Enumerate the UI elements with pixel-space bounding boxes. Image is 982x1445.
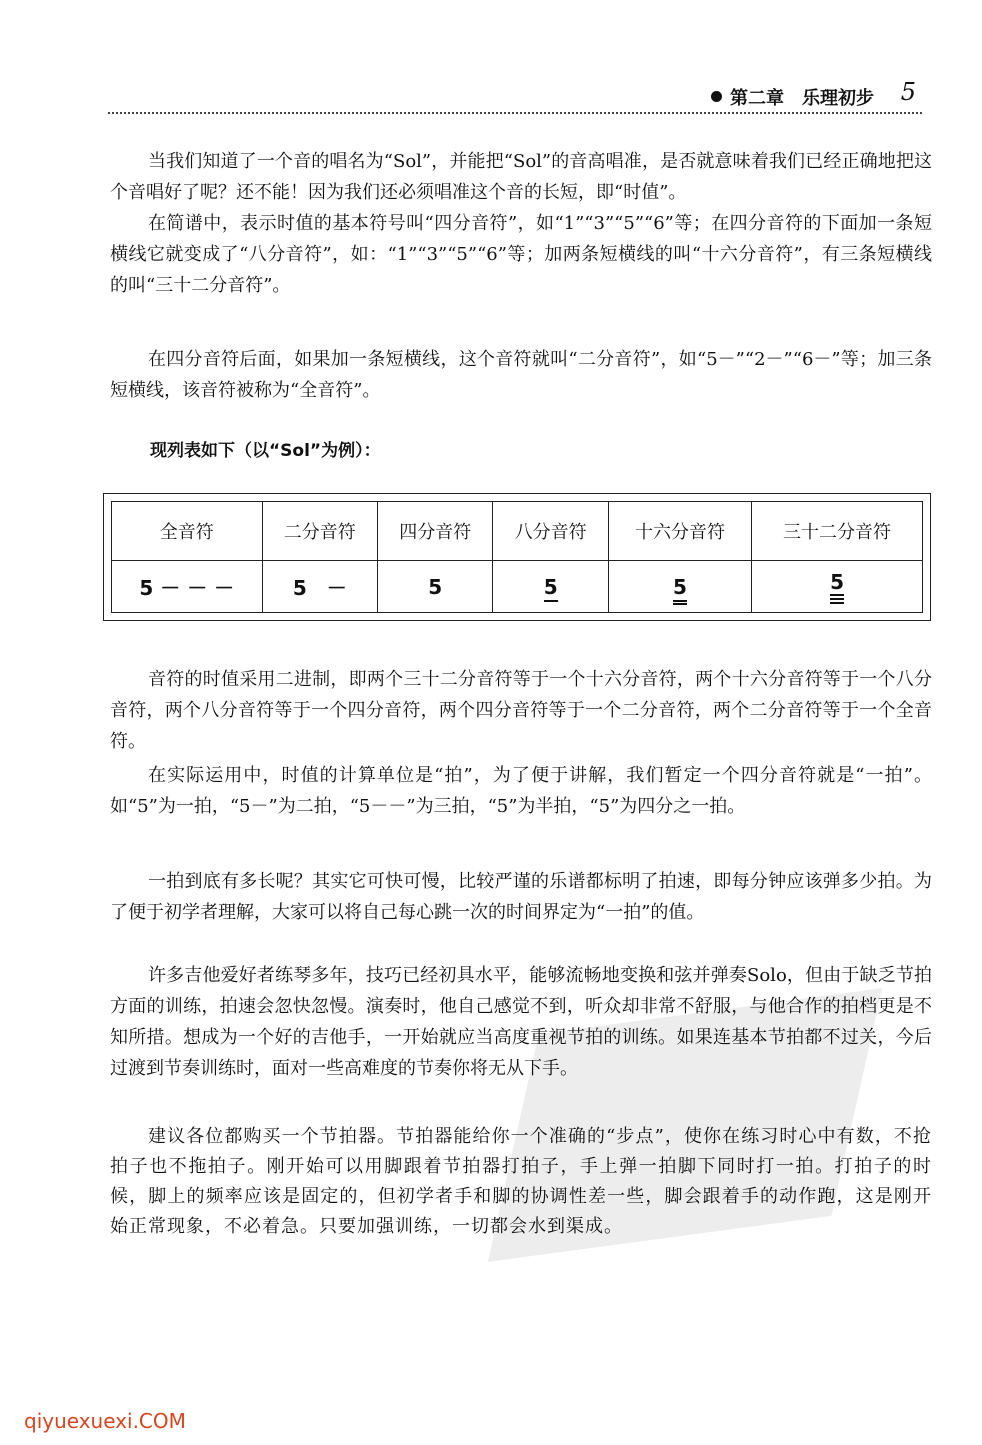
paragraph-4: 音符的时值采用二进制，即两个三十二分音符等于一个十六分音符，两个十六分音符等于一个八分音符，两个八分音符等于一个四分音符，两个四分音符等于一个二分音符，两个二分音符等于一个全音符。	[110, 669, 932, 752]
value-eighth: 5	[493, 561, 608, 613]
paragraph-8: 建议各位都购买一个节拍器。节拍器能给你一个准确的“步点”，使你在练习时心中有数，不抢拍子也不拖拍子。刚开始可以用脚跟着节拍器打拍子，手上弹一拍脚下同时打一拍。打拍子的时候，脚上的频率应该是固定的，但初学者手和脚的协调性差一些，脚会跟着手的动作跑，这是刚开始正常现象，不必着急。只要加强训练，一切都会水到渠成。	[110, 1126, 932, 1237]
header-sixteenth: 十六分音符	[608, 502, 751, 561]
paragraph-1: 当我们知道了一个音的唱名为“Sol”，并能把“Sol”的音高唱准，是否就意味着我们已经正确地把这个音唱好了呢？还不能！因为我们还必须唱准这个音的长短，即“时值”。	[110, 151, 932, 203]
header-thirtysecond: 三十二分音符	[752, 502, 923, 561]
paragraph-7: 许多吉他爱好者练琴多年，技巧已经初具水平，能够流畅地变换和弦并弹奏Solo，但由于缺乏节拍方面的训练，拍速会忽快忽慢。演奏时，他自己感觉不到，听众却非常不舒服，与他合作的拍档更是不知所措。想成为一个好的吉他手，一开始就应当高度重视节拍的训练。如果连基本节拍都不过关，今后过渡到节奏训练时，面对一些高难度的节奏你将无从下手。	[110, 965, 932, 1079]
site-watermark: qiyuexuexi.COM	[24, 1409, 186, 1433]
table-caption: 现列表如下（以“Sol”为例）：	[150, 441, 381, 461]
table-header-row	[112, 502, 923, 561]
value-half: 5 －	[262, 561, 377, 613]
paragraph-2: 在简谱中，表示时值的基本符号叫“四分音符”，如“1”“3”“5”“6”等；在四分音符的下面加一条短横线它就变成了“八分音符”，如：“1”“3”“5”“6”等；加两条短横线的叫“十六分音符”，有三条短横线的叫“三十二分音符”。	[110, 213, 932, 296]
header-rule	[108, 112, 922, 114]
value-thirtysecond: 5	[752, 561, 923, 613]
value-sixteenth: 5	[608, 561, 751, 613]
page-header	[108, 76, 922, 114]
header-eighth: 八分音符	[493, 502, 608, 561]
header-half: 二分音符	[262, 502, 377, 561]
value-whole: 5 － － －	[112, 561, 263, 613]
value-quarter: 5	[378, 561, 493, 613]
table-value-row	[112, 561, 923, 613]
bullet-icon	[711, 91, 722, 102]
chapter-title: 第二章 乐理初步	[711, 84, 874, 110]
page-number: 5	[900, 78, 916, 106]
paragraph-6: 一拍到底有多长呢？其实它可快可慢，比较严谨的乐谱都标明了拍速，即每分钟应该弹多少拍。为了便于初学者理解，大家可以将自己每心跳一次的时间界定为“一拍”的值。	[110, 871, 932, 923]
note-table	[103, 493, 931, 621]
header-whole: 全音符	[112, 502, 263, 561]
paragraph-5: 在实际运用中，时值的计算单位是“拍”，为了便于讲解，我们暂定一个四分音符就是“一拍”。如“5”为一拍，“5－”为二拍，“5－－”为三拍，“5”为半拍，“5”为四分之一拍。	[110, 765, 932, 817]
paragraph-3: 在四分音符后面，如果加一条短横线，这个音符就叫“二分音符”，如“5－”“2－”“6－”等；加三条短横线，该音符被称为“全音符”。	[110, 349, 932, 401]
header-quarter: 四分音符	[378, 502, 493, 561]
